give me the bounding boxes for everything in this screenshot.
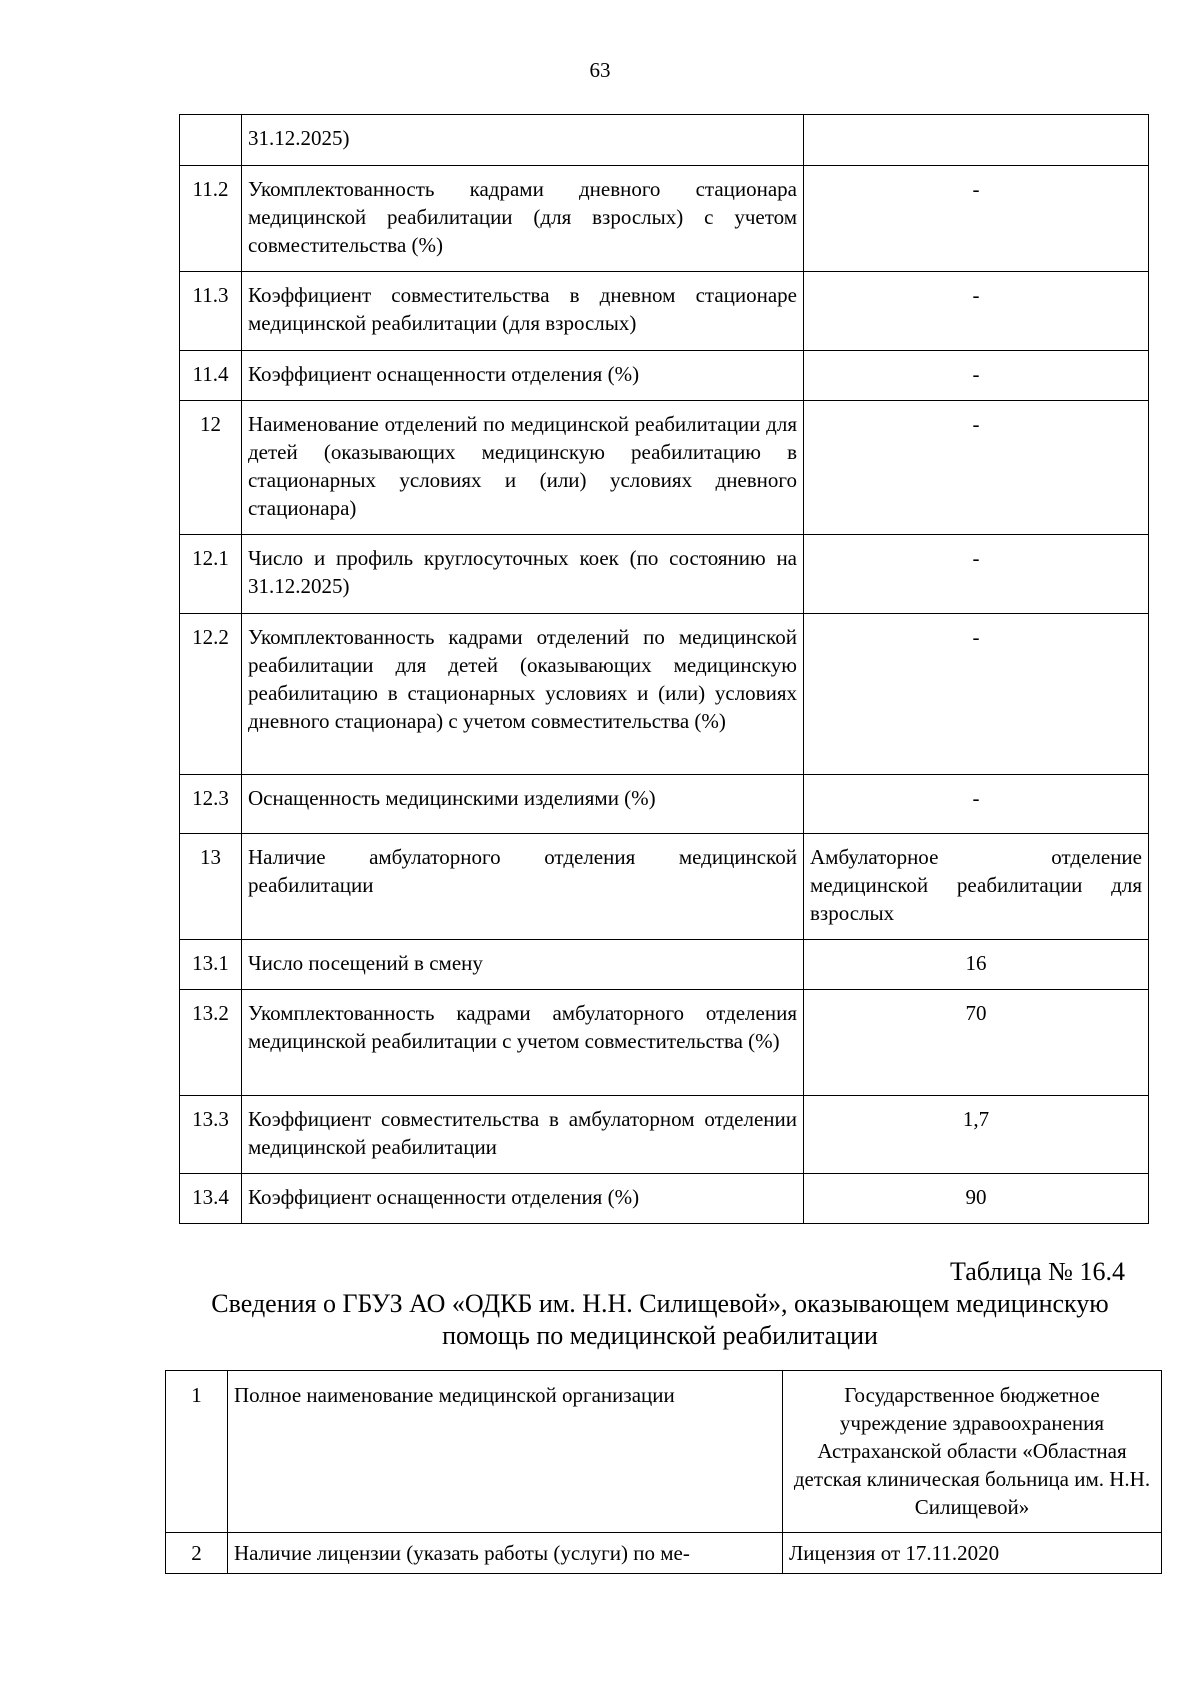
row-number: 13.2	[180, 990, 242, 1096]
row-number: 12.1	[180, 535, 242, 614]
row-number: 13.3	[180, 1096, 242, 1174]
indicator-value: 90	[804, 1174, 1149, 1224]
row-number: 12.2	[180, 614, 242, 775]
rehabilitation-indicators-table	[179, 114, 1149, 1224]
page-number: 63	[589, 58, 611, 82]
row-number: 12.3	[180, 775, 242, 834]
field-value: Лицензия от 17.11.2020	[783, 1533, 1162, 1574]
indicator-value: -	[804, 351, 1149, 401]
table-row	[180, 1096, 1149, 1174]
indicator-name: Оснащенность медицинскими изделиями (%)	[242, 775, 804, 834]
indicator-name: Число и профиль круглосуточных коек (по состоянию на 31.12.2025)	[242, 535, 804, 614]
indicator-value: 16	[804, 940, 1149, 990]
table-row	[180, 351, 1149, 401]
field-name: Полное наименование медицинской организации	[228, 1371, 783, 1533]
indicator-name: Укомплектованность кадрами отделений по медицинской реабилитации для детей (оказывающих медицинскую реабилитацию в стационарных условиях и (или) условиях дневного стационара) с учетом совместительства (%)	[242, 614, 804, 775]
indicator-value: -	[804, 166, 1149, 272]
row-number: 13.4	[180, 1174, 242, 1224]
indicator-value: Амбулаторное отделение медицинской реабилитации для взрослых	[804, 834, 1149, 940]
table-row	[180, 166, 1149, 272]
indicator-name: Коэффициент совместительства в амбулаторном отделении медицинской реабилитации	[242, 1096, 804, 1174]
table-row	[166, 1371, 1162, 1533]
section-title: Сведения о ГБУЗ АО «ОДКБ им. Н.Н. Силищевой», оказывающем медицинскую помощь по медицинской реабилитации	[211, 1289, 1109, 1350]
indicator-name: Наличие амбулаторного отделения медицинской реабилитации	[242, 834, 804, 940]
indicator-name: 31.12.2025)	[242, 115, 804, 166]
row-number: 11.2	[180, 166, 242, 272]
row-number: 11.4	[180, 351, 242, 401]
indicator-name: Число посещений в смену	[242, 940, 804, 990]
table-row	[180, 1174, 1149, 1224]
row-number: 13.1	[180, 940, 242, 990]
indicator-value	[804, 115, 1149, 166]
table-row	[180, 775, 1149, 834]
row-number: 2	[166, 1533, 228, 1574]
indicator-name: Укомплектованность кадрами амбулаторного отделения медицинской реабилитации с учетом совместительства (%)	[242, 990, 804, 1096]
indicator-value: -	[804, 535, 1149, 614]
indicator-name: Коэффициент совместительства в дневном стационаре медицинской реабилитации (для взрослых)	[242, 272, 804, 351]
organization-info-table	[165, 1370, 1162, 1574]
indicator-name: Коэффициент оснащенности отделения (%)	[242, 351, 804, 401]
table-row	[180, 401, 1149, 535]
table-row	[166, 1533, 1162, 1574]
table-row	[180, 272, 1149, 351]
row-number: 12	[180, 401, 242, 535]
indicator-value: -	[804, 775, 1149, 834]
indicator-value: -	[804, 272, 1149, 351]
table-row	[180, 990, 1149, 1096]
table-row	[180, 834, 1149, 940]
field-value: Государственное бюджетное учреждение здравоохранения Астраханской области «Областная детская клиническая больница им. Н.Н. Силищевой»	[783, 1371, 1162, 1533]
table-caption: Таблица № 16.4	[949, 1257, 1125, 1286]
table-row	[180, 614, 1149, 775]
row-number	[180, 115, 242, 166]
indicator-value: 70	[804, 990, 1149, 1096]
indicator-name: Укомплектованность кадрами дневного стационара медицинской реабилитации (для взрослых) с учетом совместительства (%)	[242, 166, 804, 272]
indicator-value: -	[804, 614, 1149, 775]
indicator-value: 1,7	[804, 1096, 1149, 1174]
indicator-name: Наименование отделений по медицинской реабилитации для детей (оказывающих медицинскую реабилитацию в стационарных условиях и (или) условиях дневного стационара)	[242, 401, 804, 535]
table-row	[180, 115, 1149, 166]
table-row	[180, 940, 1149, 990]
table-row	[180, 535, 1149, 614]
field-name: Наличие лицензии (указать работы (услуги) по ме-	[228, 1533, 783, 1574]
row-number: 13	[180, 834, 242, 940]
row-number: 1	[166, 1371, 228, 1533]
indicator-name: Коэффициент оснащенности отделения (%)	[242, 1174, 804, 1224]
indicator-value: -	[804, 401, 1149, 535]
row-number: 11.3	[180, 272, 242, 351]
